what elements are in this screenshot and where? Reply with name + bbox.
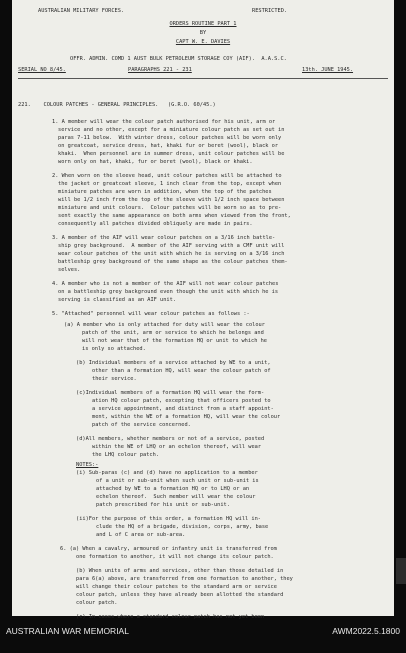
body-line: within the WE of LHQ or an echelon thereof, will wear <box>92 444 262 450</box>
body-line: colour patch. <box>76 600 118 606</box>
body-line: (b) When units of arms and services, other than those detailed in <box>76 568 284 574</box>
orders-title: ORDERS ROUTINE PART 1 <box>169 21 237 27</box>
body-line: 1. A member will wear the colour patch authorised for his unit, arm or <box>52 119 276 125</box>
body-line: their service. <box>92 376 137 382</box>
body-line: ship grey background. A member of the AIF serving with a CMF unit will <box>58 243 285 249</box>
body-line: 6. (a) When a cavalry, armoured or infantry unit is transferred from <box>60 546 277 552</box>
body-line: (i) Sub-paras (c) and (d) have no application to a member <box>76 470 258 476</box>
body-line: of a unit or sub-unit when such unit or sub-unit is <box>96 478 259 484</box>
body-line: ment, within the WE of a formation HQ, will wear the colour <box>92 414 281 420</box>
body-line: worn only on hat, khaki, fur or beret (wool), black or khaki. <box>58 159 253 165</box>
body-line: 4. A member who is not a member of the AIF will not wear colour patches <box>52 281 279 287</box>
body-line: khaki. When personnel are in summer dress, unit colour patches will be <box>58 151 285 157</box>
unit-line: OFFR. ADMIN. COMD 1 AUST BULK PETROLEUM STORAGE COY (AIF). A.A.S.C. <box>70 56 287 62</box>
body-line: (a) A member who is only attached for duty will wear the colour <box>64 322 265 328</box>
body-line: patch prescribed for his unit or sub-unit. <box>96 502 230 508</box>
body-line: is only so attached. <box>82 346 146 352</box>
body-line: (d)All members, whether members or not of a service, posted <box>76 436 265 442</box>
caption-id: AWM2022.5.1800 <box>332 626 400 636</box>
body-line: consequently all patches divided obliquely are made in pairs. <box>58 221 253 227</box>
body-line: patch of the unit, arm or service to which he belongs and <box>82 330 264 336</box>
body-line: sent exactly the same appearance on both arms when viewed from the front, <box>58 213 291 219</box>
body-line: service and no other, except for a miniature colour patch as set out in <box>58 127 285 133</box>
body-line: patch of the service concerned. <box>92 422 191 428</box>
body-line: NOTES:- <box>76 462 99 468</box>
body-line: miniature patches are worn in addition, when the top of the patches <box>58 189 272 195</box>
body-line: colour patch, unless they have already been allotted the standard <box>76 592 284 598</box>
caption-source: AUSTRALIAN WAR MEMORIAL <box>6 626 129 636</box>
order-date: 13th. JUNE 1945. <box>302 67 354 73</box>
body-line: will change their colour patches to the standard arm or service <box>76 584 277 590</box>
body-line: attached by WE to a formation HQ or to LHQ or an <box>96 486 250 492</box>
body-line: (ii)For the purpose of this order, a formation HQ will in- <box>76 516 261 522</box>
header-rule <box>18 78 388 79</box>
body-line: selves. <box>58 267 81 273</box>
body-line: on greatcoat, service dress, hat, khaki fur or beret (wool), black or <box>58 143 279 149</box>
document-page <box>12 0 394 620</box>
body-line: and L of C area or sub-area. <box>96 532 186 538</box>
body-line: (c) In cases where a standard colour patch has not yet been <box>76 614 265 620</box>
org-name: AUSTRALIAN MILITARY FORCES. <box>38 8 125 14</box>
body-line: ation HQ colour patch, excepting that officers posted to <box>92 398 271 404</box>
classification: RESTRICTED. <box>252 8 288 14</box>
body-line: miniature and unit colours. Colour patches will be worn so as to pre- <box>58 205 282 211</box>
body-line: wear colour patches of the unit with which he is serving on a 3/16 inch <box>58 251 285 257</box>
body-line: 3. A member of the AIF will wear colour patches on a 3/16 inch battle- <box>52 235 276 241</box>
officer-name: CAPT W. E. DAVIES <box>175 39 231 45</box>
body-line: on a battleship grey background even though the unit with which he is <box>58 289 279 295</box>
serial-number: SERIAL NO 8/45. <box>18 67 66 73</box>
body-line: will be 1/2 inch from the top of the sleeve with 1/2 inch space between <box>58 197 285 203</box>
body-line: 5. "Attached" personnel will wear colour patches as follows :- <box>52 311 250 317</box>
body-line: clude the HQ of a brigade, division, corps, army, base <box>96 524 269 530</box>
body-line: one formation to another, it will not change its colour patch. <box>76 554 274 560</box>
body-line: the LHQ colour patch. <box>92 452 159 458</box>
body-line: a service appointment, and distinct from a staff appoint- <box>92 406 274 412</box>
caption-bar <box>0 621 406 653</box>
body-line: para 6(a) above, are transferred from one formation to another, they <box>76 576 293 582</box>
body-line: 221. COLOUR PATCHES - GENERAL PRINCIPLES. (G.R.O. 60/45.) <box>18 102 216 108</box>
scan-edge-mark <box>396 558 406 584</box>
body-line: 2. When worn on the sleeve head, unit colour patches will be attached to <box>52 173 282 179</box>
body-line: serving is classified as an AIF unit. <box>58 297 176 303</box>
by-line: BY <box>199 30 207 36</box>
body-line: (b) Individual members of a service attached by WE to a unit, <box>76 360 271 366</box>
body-line: will not wear that of the formation HQ or unit to which he <box>82 338 267 344</box>
body-line: battleship grey background of the same shape as the colour patches them- <box>58 259 288 265</box>
body-line: other than a formation HQ, will wear the colour patch of <box>92 368 271 374</box>
paragraph-range: PARAGRAPHS 221 - 231 <box>128 67 192 73</box>
body-line: echelon thereof. Such member will wear the colour <box>96 494 256 500</box>
body-line: paras 7-11 below. With winter dress, colour patches will be worn only <box>58 135 282 141</box>
body-line: the jacket or greatcoat sleeve, 1 inch clear from the top, except when <box>58 181 282 187</box>
body-line: (c)Individual members of a formation HQ will wear the form- <box>76 390 265 396</box>
